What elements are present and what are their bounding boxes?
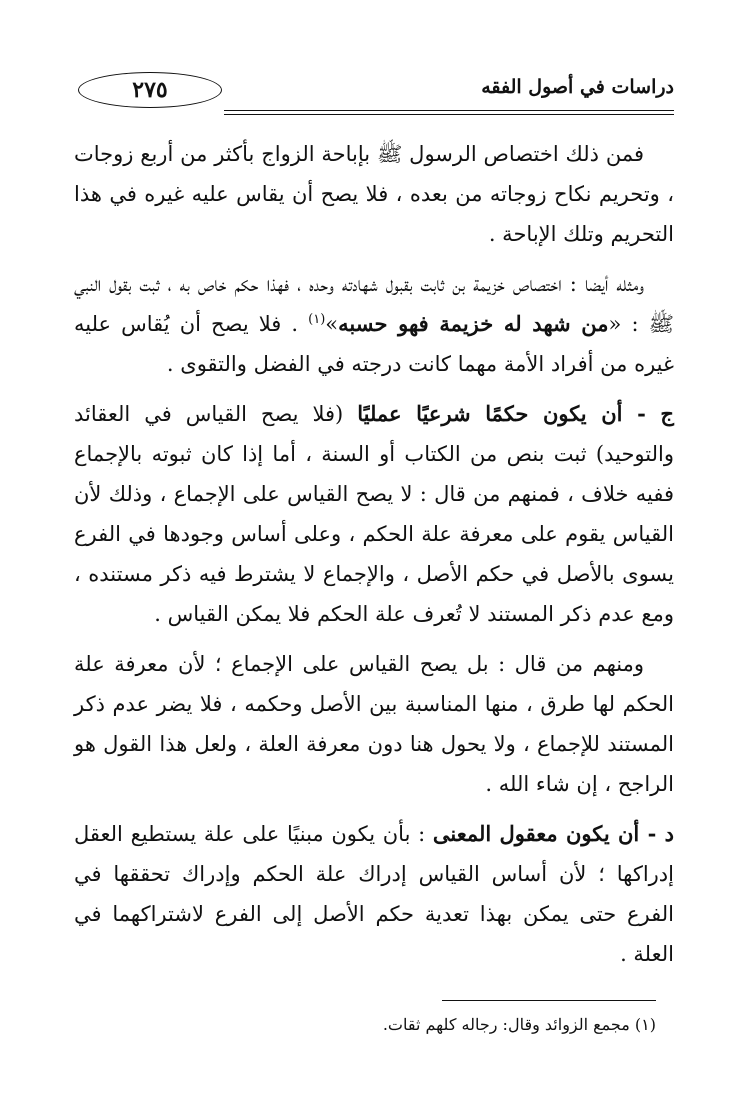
footnote-rule (442, 1000, 656, 1001)
paragraph-1: فمن ذلك اختصاص الرسول ﷺ بإباحة الزواج بأكثر من أربع زوجات ، وتحريم نكاح زوجاته من بعده ، فلا يصح أن يقاس عليه غيره في هذا التحريم وتلك الإباحة . (74, 142, 674, 246)
quote-close: » (325, 312, 339, 336)
header-rule (224, 110, 674, 111)
paragraph-4: ومنهم من قال : بل يصح القياس على الإجماع ؛ لأن معرفة علة الحكم لها طرق ، منها المناسبة بين الأصل وحكمه ، فلا يضر عدم ذكر المستند للإجماع ، ولا يحول هنا دون معرفة العلة ، ولعل هذا القول هو الراجح ، إن شاء الله . (74, 652, 674, 796)
paragraph-5-text: : بأن يكون مبنيًا على علة يستطيع العقل إدراكها ؛ لأن أساس القياس إدراك علة الحكم وإدراك تحققها في الفرع حتى يمكن بهذا تعدية حكم الأصل إلى الفرع لاشتراكهما في العلة . (74, 822, 674, 966)
footnote: (١) مجمع الزوائد وقال: رجاله كلهم ثقات. (382, 1015, 656, 1034)
paragraph-3 (74, 394, 674, 634)
paragraph-2-text-b: . فلا يصح أن يُقاس عليه غيره من أفراد الأمة مهما كانت درجته في الفضل والتقوى . (74, 312, 674, 376)
paragraph-2 (74, 264, 674, 384)
page-number: ٢٧٥ (78, 72, 222, 108)
page-header (74, 62, 674, 112)
book-title: دراسات في أصول الفقه (481, 76, 674, 98)
condition-c-heading: ج - أن يكون حكمًا شرعيًا عمليًا (357, 401, 674, 426)
paragraph-3-text: (فلا يصح القياس في العقائد والتوحيد) ثبت بنص من الكتاب أو السنة ، أما إذا كان ثبوته بالإجماع ففيه خلاف ، فمنهم من قال : لا يصح القياس على الإجماع ، وذلك لأن القياس يقوم على معرفة علة الحكم ، وعلى أساس وجودها في الفرع يسوى بالأصل في حكم الأصل ، والإجماع لا يشترط فيه ذكر مستنده ، ومع عدم ذكر المستند لا تُعرف علة الحكم فلا يمكن القياس . (74, 402, 674, 626)
paragraph-5 (74, 814, 674, 974)
footnote-reference: (١) (308, 312, 326, 327)
page-body (74, 134, 674, 984)
paragraph-2-text-a: ومثله أيضا : اختصاص خزيمة بن ثابت بقبول شهادته وحده ، فهذا حكم خاص به ، ثبت بقول النبي ﷺ : « (74, 272, 674, 336)
header-rule-thin (224, 114, 674, 115)
condition-d-heading: د - أن يكون معقول المعنى (432, 821, 674, 846)
hadith-quote: من شهد له خزيمة فهو حسبه (338, 311, 609, 336)
